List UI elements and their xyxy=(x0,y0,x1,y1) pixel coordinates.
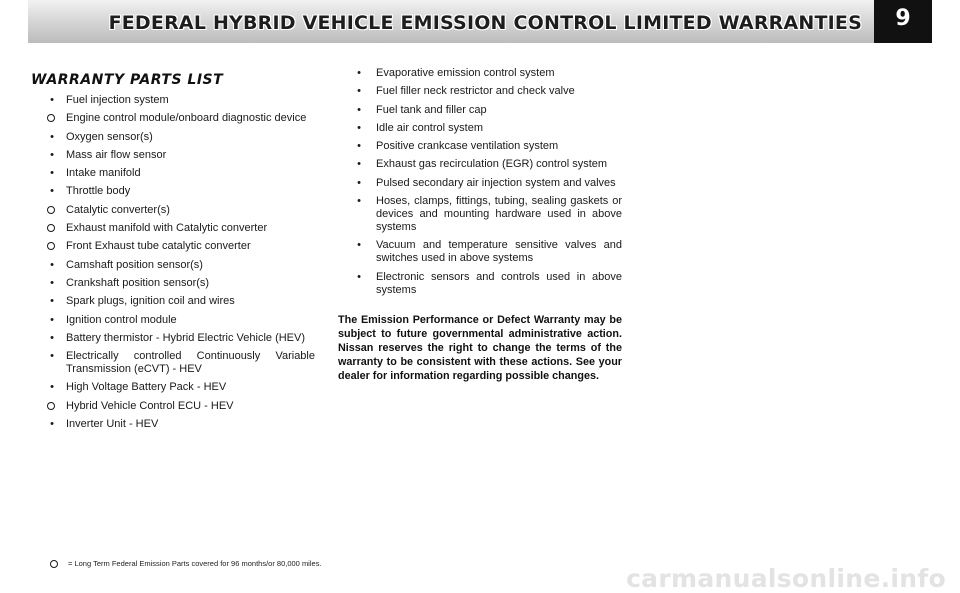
watermark: carmanualsonline.info xyxy=(626,564,946,593)
bullet-icon: • xyxy=(357,85,361,98)
list-item xyxy=(338,104,622,117)
list-item xyxy=(338,140,622,153)
list-item-text: Ignition control module xyxy=(66,313,177,326)
list-item xyxy=(45,400,315,413)
list-item xyxy=(338,67,622,80)
list-item xyxy=(338,158,622,171)
list-item-text: Pulsed secondary air injection system and valves xyxy=(376,176,616,189)
list-item xyxy=(45,418,315,431)
list-item xyxy=(45,149,315,162)
circle-icon xyxy=(47,402,55,410)
list-item-text: Vacuum and temperature sensitive valves and switches used in above systems xyxy=(376,239,622,265)
list-item-text: High Voltage Battery Pack - HEV xyxy=(66,381,227,394)
list-item xyxy=(45,240,315,253)
list-item-text: Mass air flow sensor xyxy=(66,148,167,161)
footnote xyxy=(50,559,322,568)
list-item-text: Positive crankcase ventilation system xyxy=(376,140,559,153)
right-column xyxy=(338,67,622,383)
list-item xyxy=(45,314,315,327)
bullet-icon: • xyxy=(357,103,361,116)
list-item xyxy=(338,195,622,234)
list-item-text: Battery thermistor - Hybrid Electric Vehicle (HEV) xyxy=(66,331,306,344)
bullet-icon: • xyxy=(50,130,54,143)
list-item-text: Inverter Unit - HEV xyxy=(66,418,159,431)
list-item xyxy=(45,381,315,394)
section-title: WARRANTY PARTS LIST xyxy=(31,72,224,88)
bullet-icon: • xyxy=(357,140,361,153)
bullet-icon: • xyxy=(357,67,361,79)
bullet-icon: • xyxy=(357,121,361,134)
list-item xyxy=(45,295,315,308)
list-item xyxy=(338,239,622,265)
list-item xyxy=(338,271,622,297)
circle-icon xyxy=(47,242,55,250)
bullet-icon: • xyxy=(357,239,361,252)
bullet-icon: • xyxy=(50,350,54,363)
list-item xyxy=(45,222,315,235)
list-item-text: Engine control module/onboard diagnostic device xyxy=(66,112,307,125)
list-item-text: Oxygen sensor(s) xyxy=(66,130,153,143)
bullet-icon: • xyxy=(50,167,54,180)
list-item xyxy=(338,122,622,135)
list-item xyxy=(45,259,315,272)
list-item-text: Fuel tank and filler cap xyxy=(376,103,487,116)
bullet-icon: • xyxy=(357,270,361,283)
list-item-text: Electrically controlled Continuously Variable Transmission (eCVT) - HEV xyxy=(66,350,315,376)
list-item-text: Front Exhaust tube catalytic converter xyxy=(66,240,251,253)
list-item xyxy=(45,277,315,290)
bullet-icon: • xyxy=(50,295,54,308)
list-item-text: Fuel filler neck restrictor and check valve xyxy=(376,85,575,98)
list-item xyxy=(45,131,315,144)
bullet-icon: • xyxy=(357,158,361,171)
list-item-text: Catalytic converter(s) xyxy=(66,203,170,216)
warranty-parts-list-continued xyxy=(338,67,622,297)
header-bar xyxy=(28,0,874,43)
bullet-icon: • xyxy=(50,258,54,271)
list-item-text: Evaporative emission control system xyxy=(376,67,555,79)
list-item-text: Camshaft position sensor(s) xyxy=(66,258,203,271)
list-item xyxy=(45,204,315,217)
list-item-text: Exhaust gas recirculation (EGR) control system xyxy=(376,158,608,171)
list-item-text: Hybrid Vehicle Control ECU - HEV xyxy=(66,399,234,412)
list-item xyxy=(45,112,315,125)
list-item-text: Spark plugs, ignition coil and wires xyxy=(66,295,235,308)
list-item-text: Exhaust manifold with Catalytic converter xyxy=(66,222,268,235)
list-item-text: Intake manifold xyxy=(66,167,141,180)
list-item xyxy=(338,177,622,190)
list-item xyxy=(45,332,315,345)
bullet-icon: • xyxy=(50,185,54,198)
list-item xyxy=(45,350,315,376)
list-item-text: Hoses, clamps, fittings, tubing, sealing gaskets or devices and mounting hardware used in above systems xyxy=(376,195,622,234)
bullet-icon: • xyxy=(50,381,54,394)
list-item xyxy=(45,94,315,107)
footnote-text: = Long Term Federal Emission Parts covered for 96 months/or 80,000 miles. xyxy=(68,559,322,568)
bullet-icon: • xyxy=(50,331,54,344)
warranty-parts-list xyxy=(45,94,315,431)
warranty-notice: The Emission Performance or Defect Warranty may be subject to future governmental administrative action. Nissan reserves the right to change the terms of the warranty to be consistent with these actions. See your dealer for information regarding possible changes. xyxy=(338,313,622,382)
chapter-number-badge: 9 xyxy=(874,0,932,43)
bullet-icon: • xyxy=(50,276,54,289)
left-column xyxy=(31,72,315,436)
bullet-icon: • xyxy=(50,94,54,106)
list-item-text: Crankshaft position sensor(s) xyxy=(66,276,210,289)
list-item xyxy=(45,167,315,180)
list-item-text: Fuel injection system xyxy=(66,94,169,106)
list-item xyxy=(338,85,622,98)
bullet-icon: • xyxy=(357,195,361,208)
bullet-icon: • xyxy=(50,313,54,326)
bullet-icon: • xyxy=(50,148,54,161)
circle-icon xyxy=(47,114,55,122)
list-item-text: Electronic sensors and controls used in above systems xyxy=(376,270,622,296)
circle-icon xyxy=(47,224,55,232)
circle-icon xyxy=(47,206,55,214)
bullet-icon: • xyxy=(50,418,54,431)
list-item-text: Idle air control system xyxy=(376,121,483,134)
circle-legend-icon xyxy=(50,560,58,568)
page-title: FEDERAL HYBRID VEHICLE EMISSION CONTROL LIMITED WARRANTIES xyxy=(108,12,862,34)
list-item-text: Throttle body xyxy=(66,185,131,198)
bullet-icon: • xyxy=(357,176,361,189)
list-item xyxy=(45,185,315,198)
